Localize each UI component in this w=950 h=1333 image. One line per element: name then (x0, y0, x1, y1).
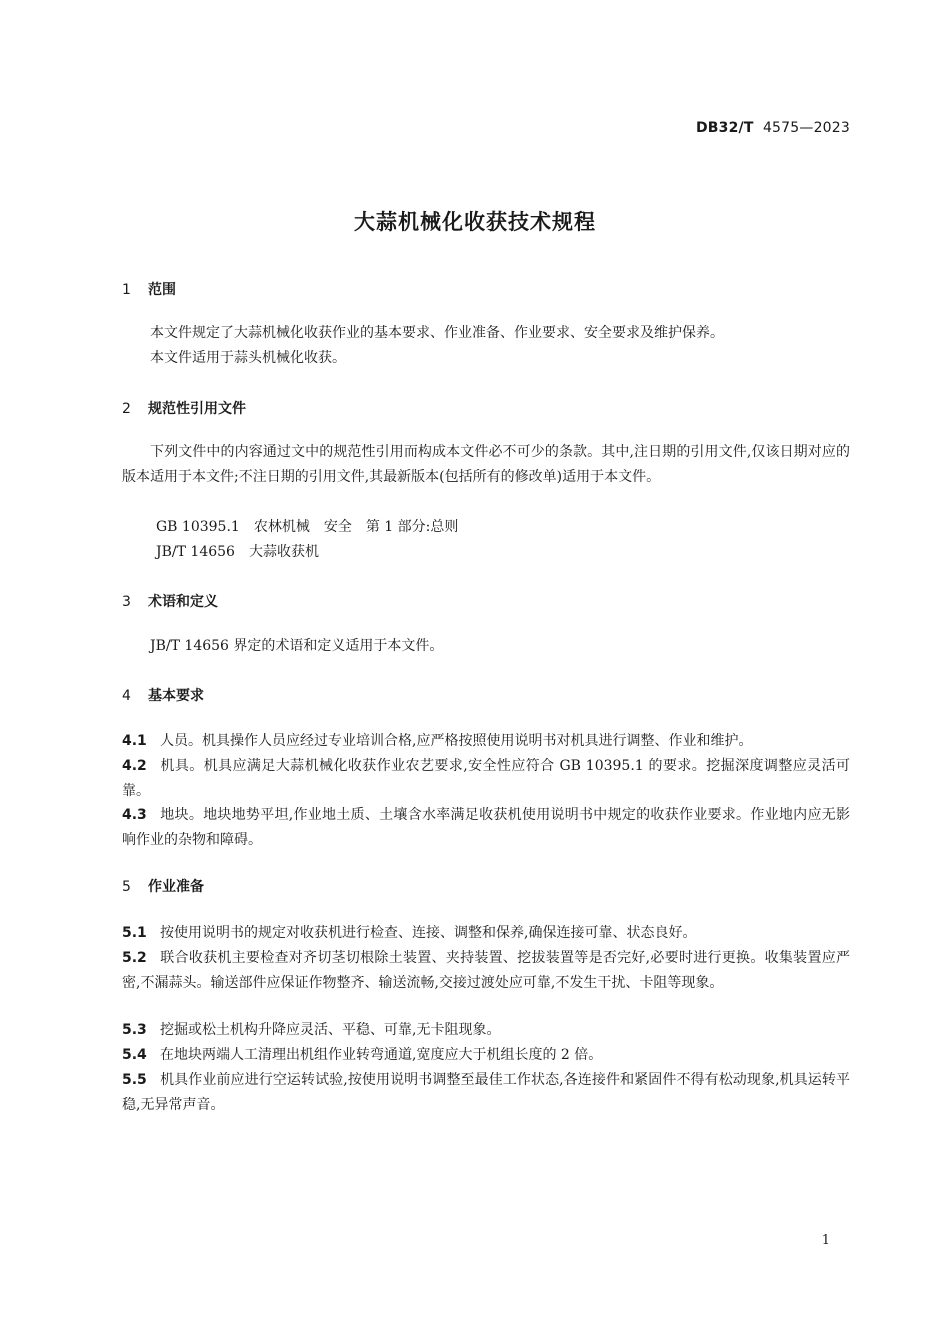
section-2-heading (122, 399, 246, 419)
clause-text: 挖掘或松土机构升降应灵活、平稳、可靠,无卡阻现象。 (160, 1022, 501, 1038)
clause-text: 机具作业前应进行空运转试验,按使用说明书调整至最佳工作状态,各连接件和紧固件不得有松动现象,机具运转平稳,无异常声音。 (122, 1072, 850, 1113)
section-number: 4 (122, 688, 131, 704)
clause-number: 4.1 (122, 733, 147, 749)
clause-4-1 (122, 729, 850, 754)
section-4-heading (122, 686, 204, 706)
section-1-paragraph-2: 本文件适用于蒜头机械化收获。 (150, 350, 346, 366)
clause-4-2 (122, 754, 850, 803)
clause-number: 4.2 (122, 758, 147, 774)
clause-4-3 (122, 803, 850, 852)
clause-text: 联合收获机主要检查对齐切茎切根除土装置、夹持装置、挖拔装置等是否完好,必要时进行更换。收集装置应严密,不漏蒜头。输送部件应保证作物整齐、输送流畅,交接过渡处应可靠,不发生干扰、卡阻等现象。 (122, 950, 850, 991)
clause-5-3 (122, 1018, 850, 1043)
clause-number: 5.3 (122, 1022, 147, 1038)
section-1-heading (122, 280, 176, 300)
section-number: 5 (122, 879, 131, 895)
clause-5-1 (122, 921, 850, 946)
page-number: 1 (821, 1233, 830, 1248)
section-title: 术语和定义 (148, 594, 218, 610)
document-title: 大蒜机械化收获技术规程 (354, 210, 596, 234)
clause-number: 5.2 (122, 950, 147, 966)
clause-5-4 (122, 1043, 850, 1068)
reference-item: GB 10395.1 农林机械 安全 第 1 部分:总则 (156, 519, 459, 535)
section-5-heading (122, 877, 204, 897)
section-3-heading (122, 592, 218, 612)
clause-5-2 (122, 946, 850, 995)
section-title: 规范性引用文件 (148, 401, 246, 417)
clause-number: 5.5 (122, 1072, 147, 1088)
clause-number: 5.1 (122, 925, 147, 941)
clause-text: 人员。机具操作人员应经过专业培训合格,应严格按照使用说明书对机具进行调整、作业和维护。 (160, 733, 753, 749)
standard-number (696, 120, 850, 136)
clause-text: 在地块两端人工清理出机组作业转弯通道,宽度应大于机组长度的 2 倍。 (160, 1047, 603, 1063)
section-number: 3 (122, 594, 131, 610)
clause-text: 地块。地块地势平坦,作业地土质、土壤含水率满足收获机使用说明书中规定的收获作业要求。作业地内应无影响作业的杂物和障碍。 (122, 807, 850, 848)
section-2-paragraph-1: 下列文件中的内容通过文中的规范性引用而构成本文件必不可少的条款。其中,注日期的引用文件,仅该日期对应的版本适用于本文件;不注日期的引用文件,其最新版本(包括所有的修改单)适用于本文件。 (122, 444, 850, 485)
clause-text: 按使用说明书的规定对收获机进行检查、连接、调整和保养,确保连接可靠、状态良好。 (160, 925, 697, 941)
standard-code: DB32/T (695, 120, 754, 136)
section-3-paragraph-1: JB/T 14656 界定的术语和定义适用于本文件。 (150, 638, 444, 654)
section-title: 作业准备 (148, 879, 204, 895)
clause-number: 5.4 (122, 1047, 147, 1063)
section-number: 1 (122, 282, 131, 298)
clause-number: 4.3 (122, 807, 147, 823)
section-1-paragraph-1: 本文件规定了大蒜机械化收获作业的基本要求、作业准备、作业要求、安全要求及维护保养。 (150, 325, 724, 341)
standard-year: 4575—2023 (762, 120, 850, 136)
section-title: 基本要求 (148, 688, 204, 704)
clause-5-5 (122, 1068, 850, 1117)
section-title: 范围 (148, 282, 176, 298)
section-number: 2 (122, 401, 131, 417)
clause-text: 机具。机具应满足大蒜机械化收获作业农艺要求,安全性应符合 GB 10395.1 的要求。挖掘深度调整应灵活可靠。 (122, 758, 850, 799)
reference-item: JB/T 14656 大蒜收获机 (156, 544, 319, 560)
